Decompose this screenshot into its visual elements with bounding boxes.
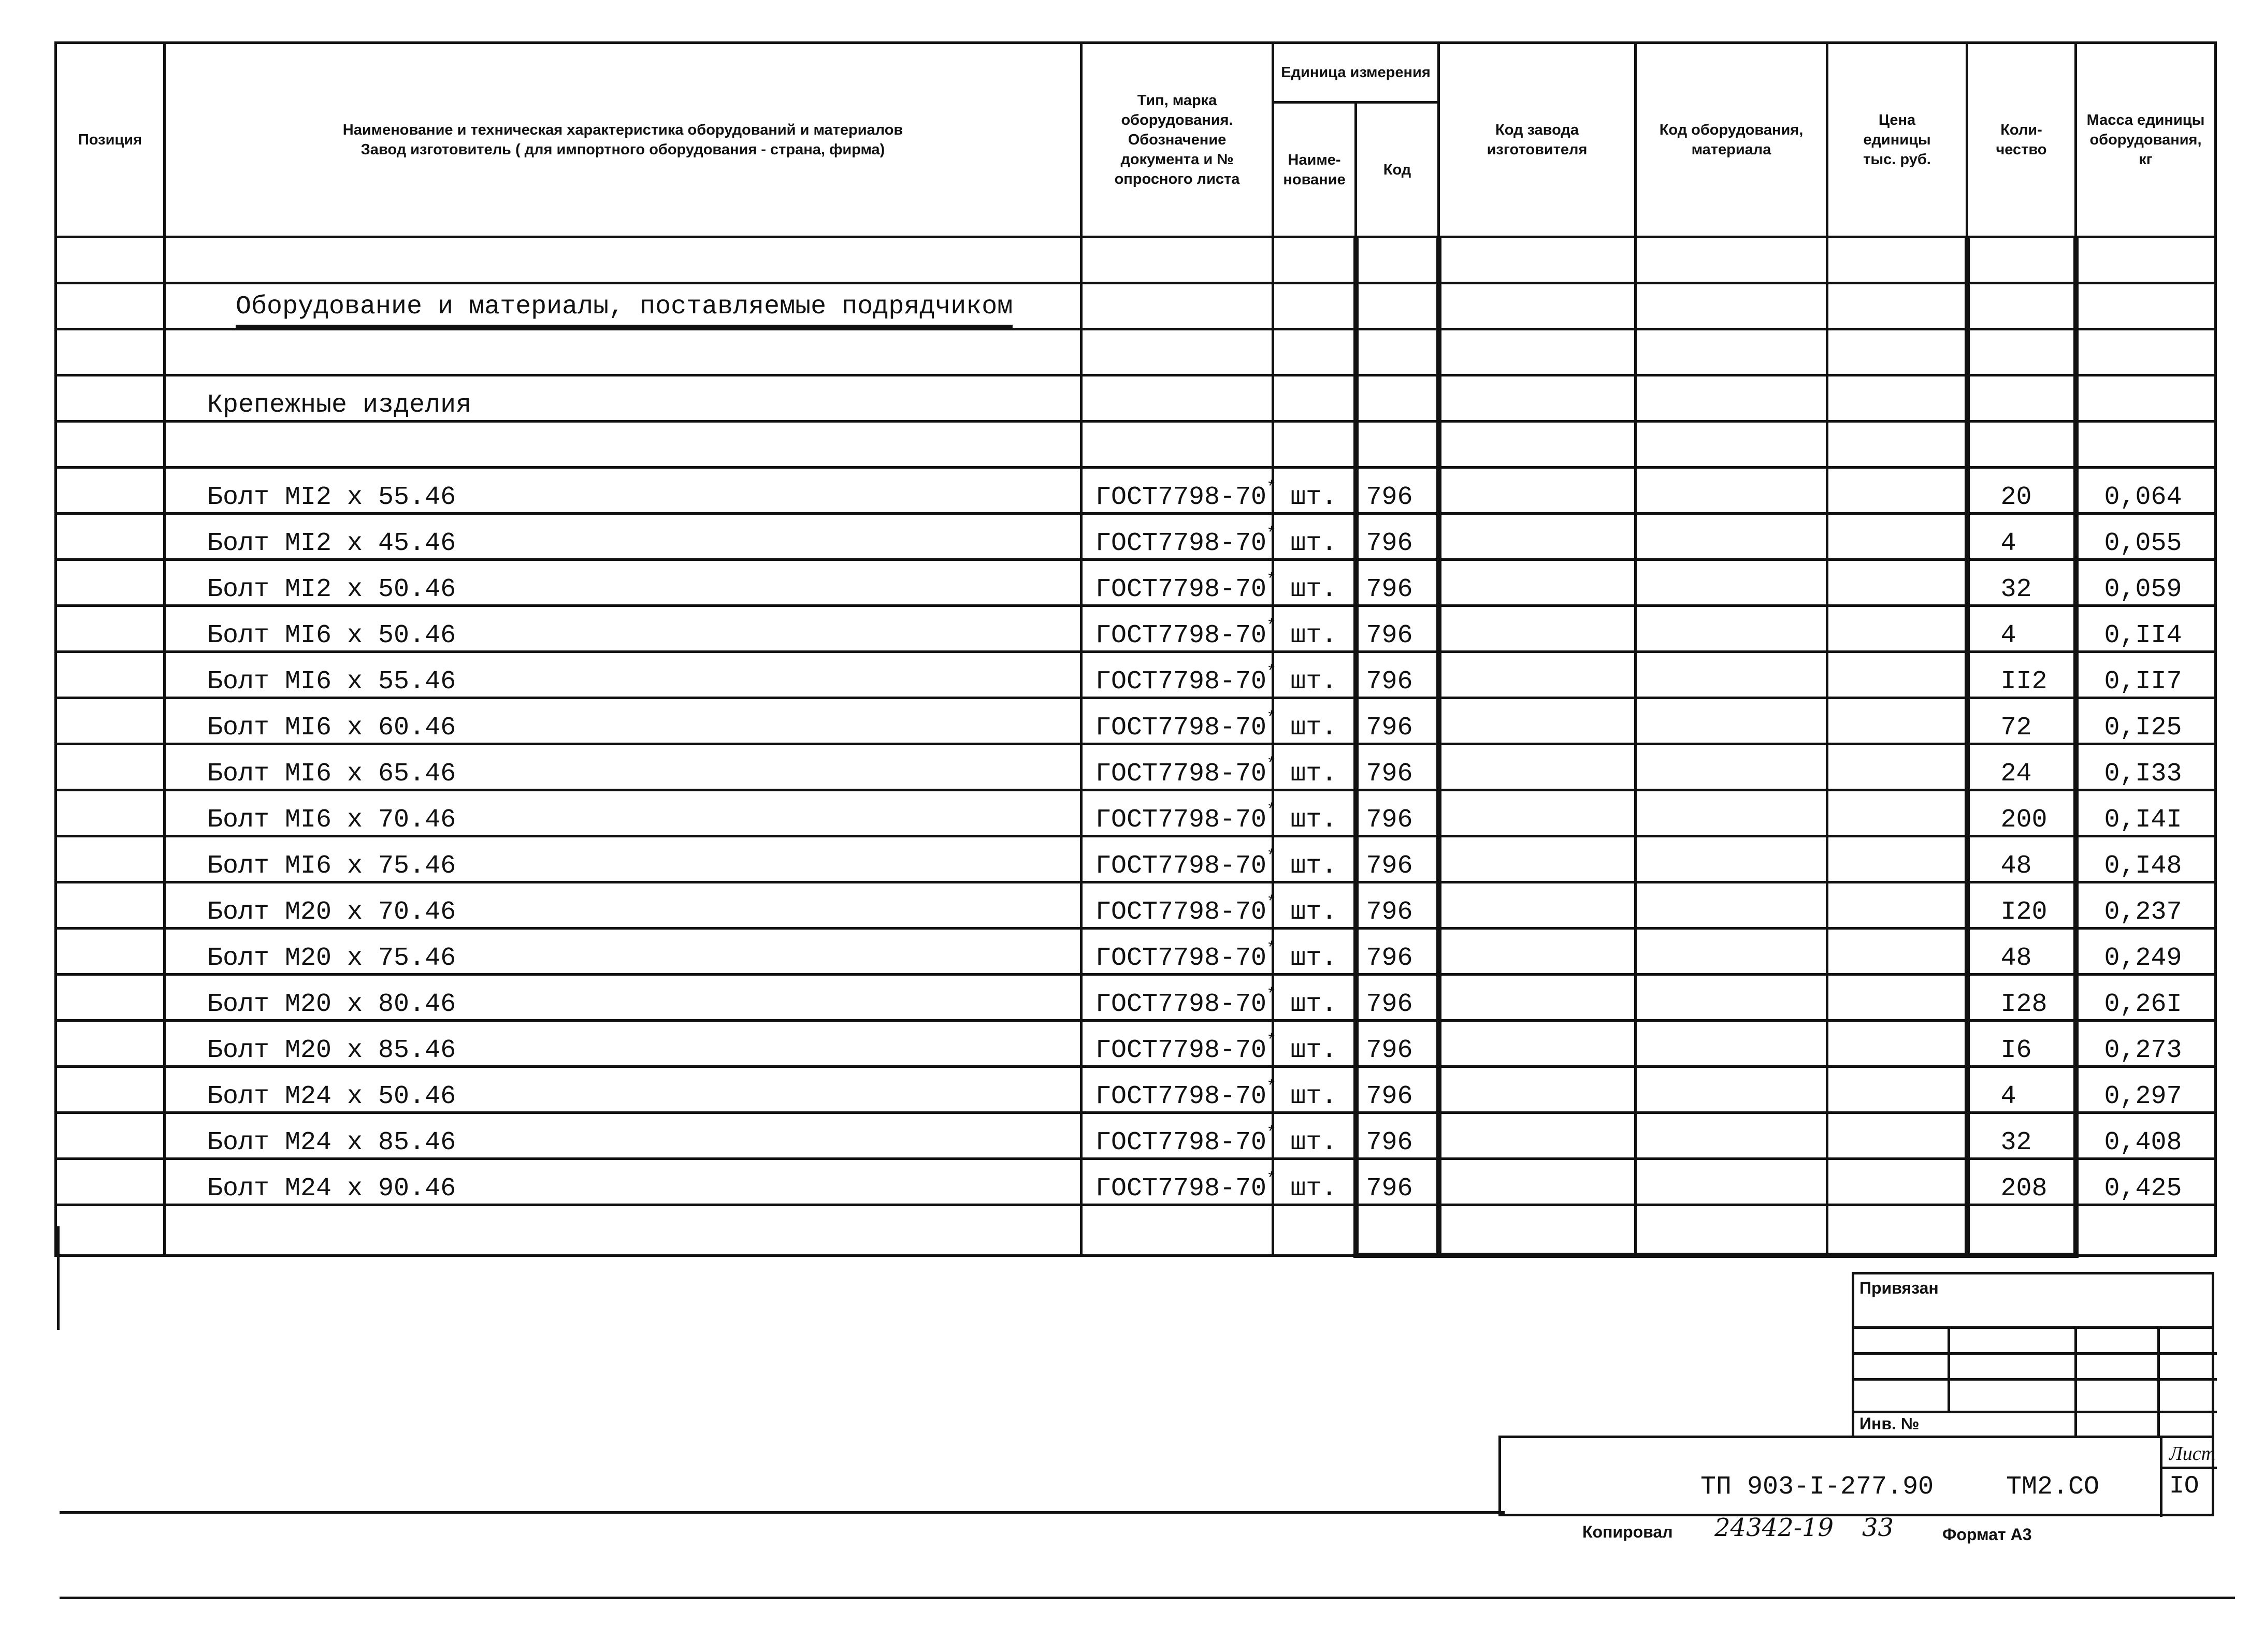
cell-name: Болт МI6 х 70.46 [165, 790, 1081, 836]
footer-order-number: 24342-19 [1714, 1513, 1834, 1542]
cell-document [1081, 606, 1277, 652]
cell-unit-name: шт. [1273, 468, 1356, 514]
table-row [56, 790, 2216, 836]
header-unit-name: Наиме- нование [1273, 103, 1356, 237]
cell-equipment-code [1636, 1113, 1827, 1159]
cell-name: Болт МI2 х 50.46 [165, 560, 1081, 606]
cell-equipment-code [1636, 514, 1827, 560]
asterisk-mark: * [1266, 1123, 1277, 1142]
cell-mass: 0,II4 [2076, 606, 2216, 652]
cell-quantity: 32 [1967, 1113, 2076, 1159]
blank-row [56, 237, 2216, 283]
cell-equipment-code [1636, 606, 1827, 652]
cell-unit-code: 796 [1356, 1113, 1439, 1159]
document-designation: ГОСТ7798-70 [1095, 667, 1267, 697]
header-position: Позиция [56, 43, 165, 237]
document-designation: ГОСТ7798-70 [1095, 944, 1267, 973]
cell-unit-name: шт. [1273, 929, 1356, 975]
cell-unit-name: шт. [1273, 1021, 1356, 1067]
cell-unit-code: 796 [1356, 975, 1439, 1021]
cell-name: Болт МI6 х 60.46 [165, 698, 1081, 744]
table-row [56, 975, 2216, 1021]
cell-unit-name: шт. [1273, 882, 1356, 929]
cell-mass: 0,237 [2076, 882, 2216, 929]
cell-mass: 0,I4I [2076, 790, 2216, 836]
document-designation: ГОСТ7798-70 [1095, 713, 1267, 743]
blank-row [56, 329, 2216, 375]
asterisk-mark: * [1266, 1077, 1277, 1096]
table-row [56, 652, 2216, 698]
cell-unit-code: 796 [1356, 560, 1439, 606]
table-row [56, 1159, 2216, 1205]
asterisk-mark: * [1266, 478, 1277, 497]
header-unit-group: Единица измерения [1273, 43, 1439, 103]
cell-unit-name: шт. [1273, 1113, 1356, 1159]
cell-document [1081, 790, 1277, 836]
cell-quantity: 48 [1967, 929, 2076, 975]
cell-name: Болт МI6 х 55.46 [165, 652, 1081, 698]
cell-document [1081, 698, 1277, 744]
asterisk-mark: * [1266, 985, 1277, 1004]
cell-equipment-code [1636, 882, 1827, 929]
document-designation: ГОСТ7798-70 [1095, 1082, 1267, 1111]
cell-quantity: 4 [1967, 606, 2076, 652]
specification-table [54, 41, 2217, 1258]
cell-price [1827, 1113, 1967, 1159]
asterisk-mark: * [1266, 1169, 1277, 1189]
cell-position [56, 929, 165, 975]
cell-document [1081, 1067, 1277, 1113]
cell-quantity: 4 [1967, 514, 2076, 560]
stamp-inv-no: Инв. № [1859, 1414, 1920, 1433]
cell-name: Болт МI6 х 50.46 [165, 606, 1081, 652]
cell-price [1827, 1021, 1967, 1067]
cell-unit-code: 796 [1356, 468, 1439, 514]
header-plant-code: Код завода изготовителя [1439, 43, 1636, 237]
cell-name: Болт М24 х 90.46 [165, 1159, 1081, 1205]
cell-document [1081, 975, 1277, 1021]
cell-equipment-code [1636, 1067, 1827, 1113]
header-mass: Масса единицы оборудования, кг [2076, 43, 2216, 237]
document-designation: ГОСТ7798-70 [1095, 1036, 1267, 1065]
cell-mass: 0,064 [2076, 468, 2216, 514]
cell-position [56, 1067, 165, 1113]
cell-position [56, 1113, 165, 1159]
cell-name: Болт М24 х 85.46 [165, 1113, 1081, 1159]
cell-equipment-code [1636, 698, 1827, 744]
cell-position [56, 560, 165, 606]
bottom-rule [60, 1511, 1505, 1514]
cell-document [1081, 1021, 1277, 1067]
cell-quantity: I20 [1967, 882, 2076, 929]
cell-price [1827, 929, 1967, 975]
asterisk-mark: * [1266, 939, 1277, 958]
cell-position [56, 652, 165, 698]
cell-plant-code [1439, 606, 1636, 652]
cell-unit-code: 796 [1356, 606, 1439, 652]
cell-unit-name: шт. [1273, 652, 1356, 698]
cell-plant-code [1439, 836, 1636, 882]
asterisk-mark: * [1266, 662, 1277, 682]
cell-position [56, 1159, 165, 1205]
cell-price [1827, 514, 1967, 560]
cell-unit-code: 796 [1356, 1021, 1439, 1067]
cell-quantity: II2 [1967, 652, 2076, 698]
asterisk-mark: * [1266, 801, 1277, 820]
cell-plant-code [1439, 929, 1636, 975]
cell-document [1081, 1113, 1277, 1159]
cell-document [1081, 744, 1277, 790]
cell-plant-code [1439, 652, 1636, 698]
blank-row [56, 422, 2216, 468]
document-designation: ГОСТ7798-70 [1095, 575, 1267, 604]
cell-equipment-code [1636, 929, 1827, 975]
document-designation: ГОСТ7798-70 [1095, 897, 1267, 927]
cell-quantity: 20 [1967, 468, 2076, 514]
cell-mass: 0,I25 [2076, 698, 2216, 744]
cell-document [1081, 652, 1277, 698]
cell-position [56, 514, 165, 560]
stamp-grid [1852, 1326, 2214, 1438]
footer-copied-label: Копировал [1582, 1523, 1673, 1541]
cell-unit-name: шт. [1273, 836, 1356, 882]
document-designation: ГОСТ7798-70 [1095, 990, 1267, 1019]
stamp-privyazan: Привязан [1859, 1279, 1939, 1297]
stamp-list-number: IO [2169, 1472, 2199, 1500]
cell-mass: 0,297 [2076, 1067, 2216, 1113]
document-designation: ГОСТ7798-70 [1095, 1174, 1267, 1204]
cell-document [1081, 560, 1277, 606]
stamp-doc-box [1498, 1436, 2214, 1516]
left-border-stub [57, 1226, 60, 1330]
asterisk-mark: * [1266, 755, 1277, 774]
cell-plant-code [1439, 975, 1636, 1021]
cell-plant-code [1439, 882, 1636, 929]
document-designation: ГОСТ7798-70 [1095, 529, 1267, 558]
document-designation: ГОСТ7798-70 [1095, 621, 1267, 650]
header-type: Тип, марка оборудования. Обозначение документа и № опросного листа [1081, 43, 1273, 237]
group-title-row [56, 375, 2216, 422]
cell-unit-name: шт. [1273, 560, 1356, 606]
cell-equipment-code [1636, 560, 1827, 606]
document-designation: ГОСТ7798-70 [1095, 851, 1267, 881]
cell-plant-code [1439, 560, 1636, 606]
asterisk-mark: * [1266, 524, 1277, 543]
cell-name: Болт МI6 х 65.46 [165, 744, 1081, 790]
cell-position [56, 698, 165, 744]
cell-equipment-code [1636, 975, 1827, 1021]
cell-position [56, 836, 165, 882]
cell-price [1827, 975, 1967, 1021]
cell-position [56, 744, 165, 790]
cell-quantity: 24 [1967, 744, 2076, 790]
cell-quantity: 200 [1967, 790, 2076, 836]
cell-mass: 0,249 [2076, 929, 2216, 975]
header-unit-code: Код [1356, 103, 1439, 237]
asterisk-mark: * [1266, 708, 1277, 728]
cell-plant-code [1439, 1159, 1636, 1205]
cell-name: Болт М20 х 80.46 [165, 975, 1081, 1021]
cell-quantity: 72 [1967, 698, 2076, 744]
asterisk-mark: * [1266, 616, 1277, 635]
cell-unit-name: шт. [1273, 975, 1356, 1021]
cell-plant-code [1439, 468, 1636, 514]
cell-unit-code: 796 [1356, 836, 1439, 882]
cell-plant-code [1439, 514, 1636, 560]
cell-unit-code: 796 [1356, 1159, 1439, 1205]
cell-position [56, 882, 165, 929]
stamp-doc-code: ТМ2.СО [2006, 1472, 2100, 1502]
cell-mass: 0,059 [2076, 560, 2216, 606]
cell-mass: 0,I48 [2076, 836, 2216, 882]
header-equipment-code: Код оборудования, материала [1636, 43, 1827, 237]
cell-quantity: 32 [1967, 560, 2076, 606]
cell-unit-name: шт. [1273, 514, 1356, 560]
cell-unit-name: шт. [1273, 606, 1356, 652]
cell-unit-name: шт. [1273, 1067, 1356, 1113]
cell-quantity: 48 [1967, 836, 2076, 882]
cell-name: Болт МI2 х 55.46 [165, 468, 1081, 514]
cell-equipment-code [1636, 1159, 1827, 1205]
cell-document [1081, 1159, 1277, 1205]
cell-quantity: I6 [1967, 1021, 2076, 1067]
cell-equipment-code [1636, 468, 1827, 514]
cell-price [1827, 744, 1967, 790]
cell-unit-code: 796 [1356, 1067, 1439, 1113]
header-quantity: Коли- чество [1967, 43, 2076, 237]
table-row [56, 468, 2216, 514]
cell-plant-code [1439, 698, 1636, 744]
cell-unit-name: шт. [1273, 698, 1356, 744]
cell-price [1827, 652, 1967, 698]
document-designation: ГОСТ7798-70 [1095, 805, 1267, 835]
cell-mass: 0,I33 [2076, 744, 2216, 790]
document-designation: ГОСТ7798-70 [1095, 1128, 1267, 1157]
cell-equipment-code [1636, 790, 1827, 836]
asterisk-mark: * [1266, 847, 1277, 866]
cell-price [1827, 836, 1967, 882]
section-title-row [56, 283, 2216, 329]
stamp-privyazan-box [1852, 1272, 2214, 1329]
table-row [56, 929, 2216, 975]
cell-equipment-code [1636, 652, 1827, 698]
document-designation: ГОСТ7798-70 [1095, 483, 1267, 512]
cell-price [1827, 606, 1967, 652]
header-row [56, 43, 2216, 103]
cell-plant-code [1439, 1113, 1636, 1159]
group-title: Крепежные изделия [165, 375, 1081, 422]
cell-document [1081, 929, 1277, 975]
cell-unit-code: 796 [1356, 929, 1439, 975]
stamp-doc-number: ТП 903-I-277.90 [1700, 1472, 1934, 1502]
cell-position [56, 1021, 165, 1067]
cell-name: Болт М20 х 70.46 [165, 882, 1081, 929]
cell-price [1827, 468, 1967, 514]
cell-mass: 0,273 [2076, 1021, 2216, 1067]
cell-quantity: I28 [1967, 975, 2076, 1021]
table-row [56, 606, 2216, 652]
table-row [56, 836, 2216, 882]
cell-position [56, 606, 165, 652]
table-row [56, 882, 2216, 929]
cell-position [56, 790, 165, 836]
cell-mass: 0,II7 [2076, 652, 2216, 698]
cell-unit-code: 796 [1356, 882, 1439, 929]
page-bottom-rule [60, 1597, 2235, 1599]
cell-plant-code [1439, 744, 1636, 790]
cell-price [1827, 560, 1967, 606]
cell-plant-code [1439, 790, 1636, 836]
cell-price [1827, 698, 1967, 744]
table-row [56, 514, 2216, 560]
cell-unit-name: шт. [1273, 790, 1356, 836]
header-name-line1: Наименование и техническая характеристика оборудований и материалов [342, 122, 903, 138]
cell-plant-code [1439, 1067, 1636, 1113]
asterisk-mark: * [1266, 1031, 1277, 1050]
cell-mass: 0,408 [2076, 1113, 2216, 1159]
table-row [56, 1021, 2216, 1067]
stamp-list-label: Лист [2169, 1443, 2216, 1465]
cell-equipment-code [1636, 1021, 1827, 1067]
cell-document [1081, 836, 1277, 882]
cell-price [1827, 1067, 1967, 1113]
table-row [56, 1113, 2216, 1159]
cell-position [56, 975, 165, 1021]
cell-unit-code: 796 [1356, 652, 1439, 698]
cell-name: Болт М24 х 50.46 [165, 1067, 1081, 1113]
document-designation: ГОСТ7798-70 [1095, 759, 1267, 789]
cell-document [1081, 882, 1277, 929]
cell-unit-name: шт. [1273, 1159, 1356, 1205]
cell-unit-code: 796 [1356, 744, 1439, 790]
table-row [56, 560, 2216, 606]
header-name-line2: Завод изготовитель ( для импортного оборудования - страна, фирма) [360, 141, 885, 158]
cell-name: Болт МI6 х 75.46 [165, 836, 1081, 882]
blank-row [56, 1205, 2216, 1256]
cell-mass: 0,26I [2076, 975, 2216, 1021]
cell-equipment-code [1636, 836, 1827, 882]
cell-unit-code: 796 [1356, 698, 1439, 744]
header-name [165, 43, 1081, 237]
asterisk-mark: * [1266, 570, 1277, 589]
cell-mass: 0,055 [2076, 514, 2216, 560]
cell-mass: 0,425 [2076, 1159, 2216, 1205]
table-row [56, 744, 2216, 790]
section-title: Оборудование и материалы, поставляемые подрядчиком [236, 292, 1013, 328]
cell-unit-code: 796 [1356, 514, 1439, 560]
table-row [56, 698, 2216, 744]
footer-format: Формат А3 [1942, 1525, 2032, 1544]
cell-price [1827, 790, 1967, 836]
cell-document [1081, 514, 1277, 560]
cell-quantity: 208 [1967, 1159, 2076, 1205]
cell-plant-code [1439, 1021, 1636, 1067]
cell-unit-name: шт. [1273, 744, 1356, 790]
cell-quantity: 4 [1967, 1067, 2076, 1113]
cell-name: Болт М20 х 85.46 [165, 1021, 1081, 1067]
asterisk-mark: * [1266, 893, 1277, 912]
cell-name: Болт МI2 х 45.46 [165, 514, 1081, 560]
table-row [56, 1067, 2216, 1113]
cell-price [1827, 1159, 1967, 1205]
cell-document [1081, 468, 1277, 514]
header-price: Цена единицы тыс. руб. [1827, 43, 1967, 237]
cell-name: Болт М20 х 75.46 [165, 929, 1081, 975]
cell-position [56, 468, 165, 514]
cell-equipment-code [1636, 744, 1827, 790]
footer-page-number: 33 [1862, 1513, 1894, 1542]
cell-unit-code: 796 [1356, 790, 1439, 836]
cell-price [1827, 882, 1967, 929]
